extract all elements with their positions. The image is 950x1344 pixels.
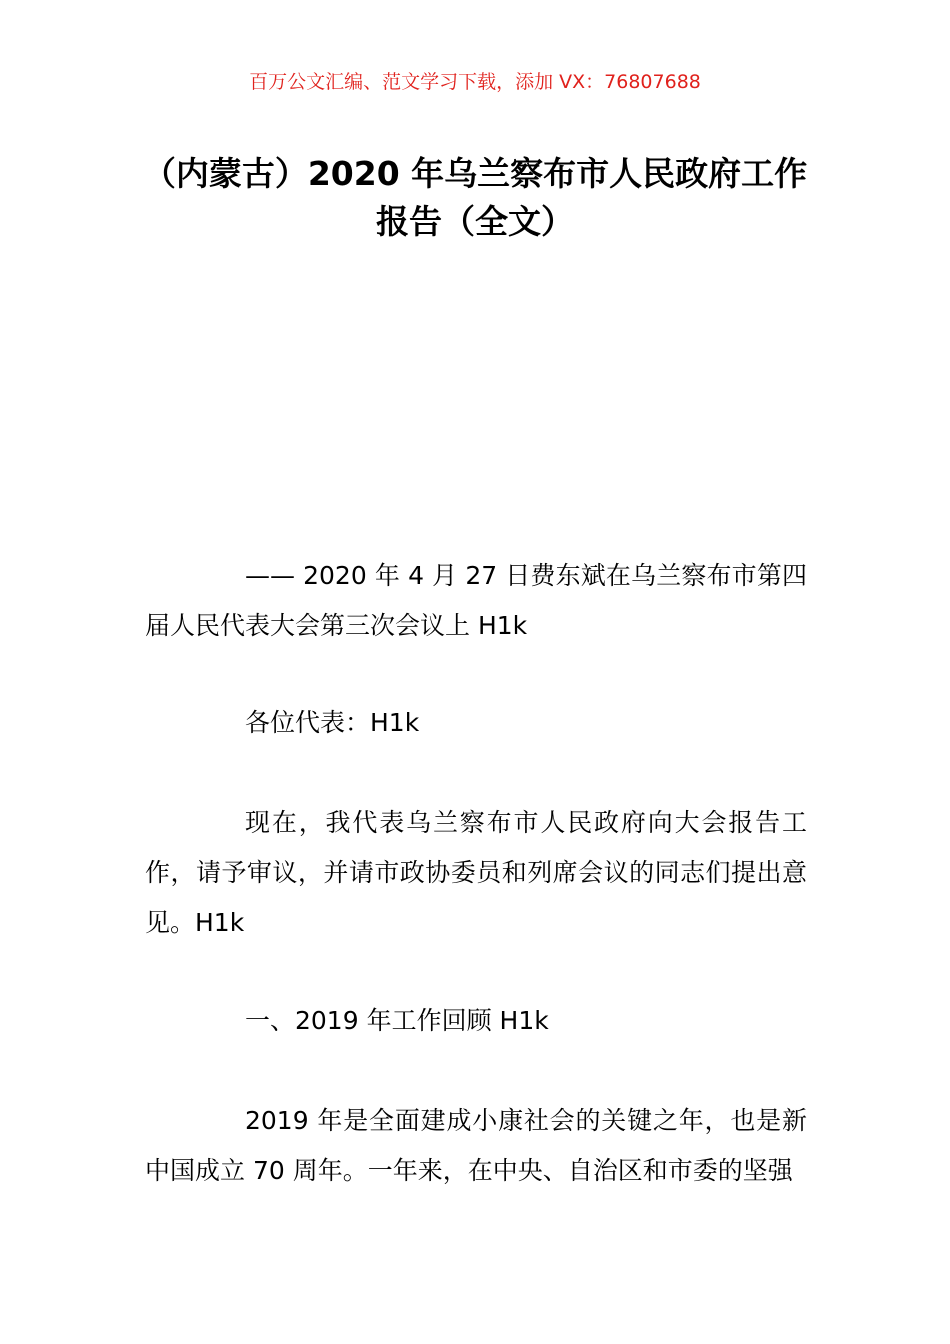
paragraph-dateline: —— 2020 年 4 月 27 日费东斌在乌兰察布市第四届人民代表大会第三次会议上 H1k [145,561,807,640]
section-heading-review: 一、2019 年工作回顾 H1k [245,1006,549,1035]
header-note: 百万公文汇编、范文学习下载，添加 VX：76807688 [249,71,701,93]
paragraph-salutation: 各位代表：H1k [245,708,420,737]
paragraph-review-start: 2019 年是全面建成小康社会的关键之年，也是新中国成立 70 周年。一年来，在中央、自治区和市委的坚强 [145,1106,807,1185]
paragraph-intro: 现在，我代表乌兰察布市人民政府向大会报告工作，请予审议，并请市政协委员和列席会议的同志们提出意见。H1k [145,808,807,937]
document-title: （内蒙古）2020 年乌兰察布市人民政府工作报告（全文） [142,154,808,241]
